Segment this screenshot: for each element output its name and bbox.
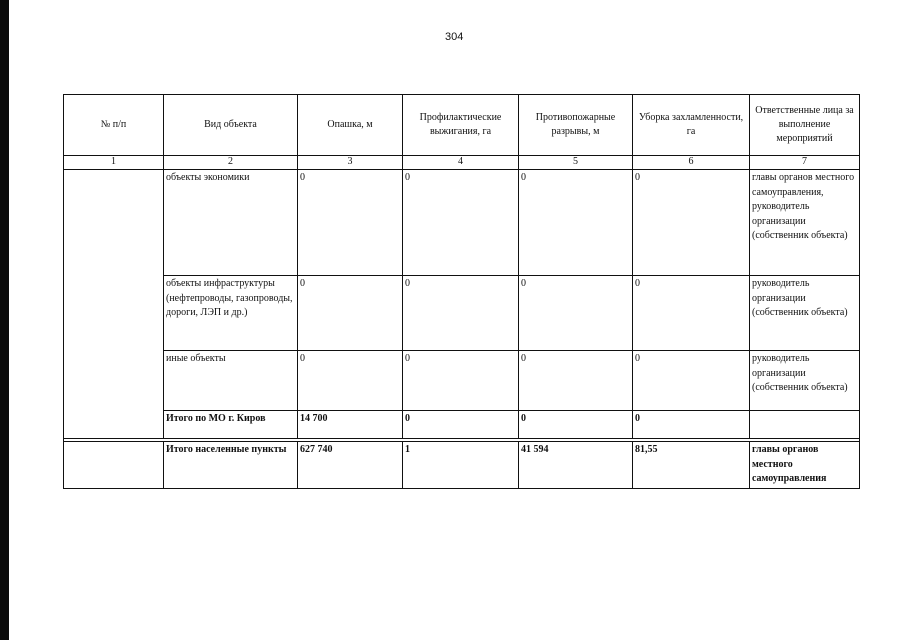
object-type-cell: Итого по МО г. Киров [164, 411, 298, 439]
header-plowing: Опашка, м [298, 95, 403, 156]
table-row [64, 276, 860, 351]
page-number: 304 [445, 31, 464, 43]
header-number: № п/п [64, 95, 164, 156]
responsible-cell: руководитель организации (собственник объекта) [750, 351, 860, 411]
empty-number-cell [64, 170, 164, 439]
cleanup-cell: 0 [633, 351, 750, 411]
object-type-cell: Итого населенные пункты [164, 442, 298, 489]
column-number: 4 [403, 156, 519, 170]
column-number: 5 [519, 156, 633, 170]
firebreaks-cell: 41 594 [519, 442, 633, 489]
column-number: 1 [64, 156, 164, 170]
column-number-row [64, 156, 860, 170]
responsible-cell: главы органов местного самоуправления [750, 442, 860, 489]
responsible-cell [750, 411, 860, 439]
firebreaks-cell: 0 [519, 351, 633, 411]
responsible-cell: главы органов местного самоуправления, руководитель организации (собственник объекта) [750, 170, 860, 276]
column-number: 6 [633, 156, 750, 170]
cleanup-cell: 0 [633, 170, 750, 276]
burning-cell: 0 [403, 170, 519, 276]
burning-cell: 0 [403, 351, 519, 411]
firebreaks-cell: 0 [519, 276, 633, 351]
header-cleanup: Уборка захламленности, га [633, 95, 750, 156]
object-type-cell: объекты инфраструктуры (нефтепроводы, газопроводы, дороги, ЛЭП и др.) [164, 276, 298, 351]
column-number: 7 [750, 156, 860, 170]
firebreaks-cell: 0 [519, 170, 633, 276]
plowing-cell: 0 [298, 170, 403, 276]
fire-prevention-table [63, 94, 860, 489]
burning-cell: 0 [403, 276, 519, 351]
plowing-cell: 14 700 [298, 411, 403, 439]
plowing-cell: 0 [298, 351, 403, 411]
object-type-cell: объекты экономики [164, 170, 298, 276]
column-number: 3 [298, 156, 403, 170]
burning-cell: 1 [403, 442, 519, 489]
empty-number-cell [64, 442, 164, 489]
table-row [64, 351, 860, 411]
cleanup-cell: 0 [633, 411, 750, 439]
header-object-type: Вид объекта [164, 95, 298, 156]
subtotal-row [64, 411, 860, 439]
object-type-cell: иные объекты [164, 351, 298, 411]
table-row [64, 170, 860, 276]
cleanup-cell: 81,55 [633, 442, 750, 489]
plowing-cell: 627 740 [298, 442, 403, 489]
total-row [64, 442, 860, 489]
header-row [64, 95, 860, 156]
plowing-cell: 0 [298, 276, 403, 351]
header-firebreaks: Противопожарные разрывы, м [519, 95, 633, 156]
column-number: 2 [164, 156, 298, 170]
scan-edge [0, 0, 9, 640]
header-burning: Профилактические выжигания, га [403, 95, 519, 156]
cleanup-cell: 0 [633, 276, 750, 351]
burning-cell: 0 [403, 411, 519, 439]
header-responsible: Ответственные лица за выполнение мероприятий [750, 95, 860, 156]
responsible-cell: руководитель организации (собственник объекта) [750, 276, 860, 351]
firebreaks-cell: 0 [519, 411, 633, 439]
